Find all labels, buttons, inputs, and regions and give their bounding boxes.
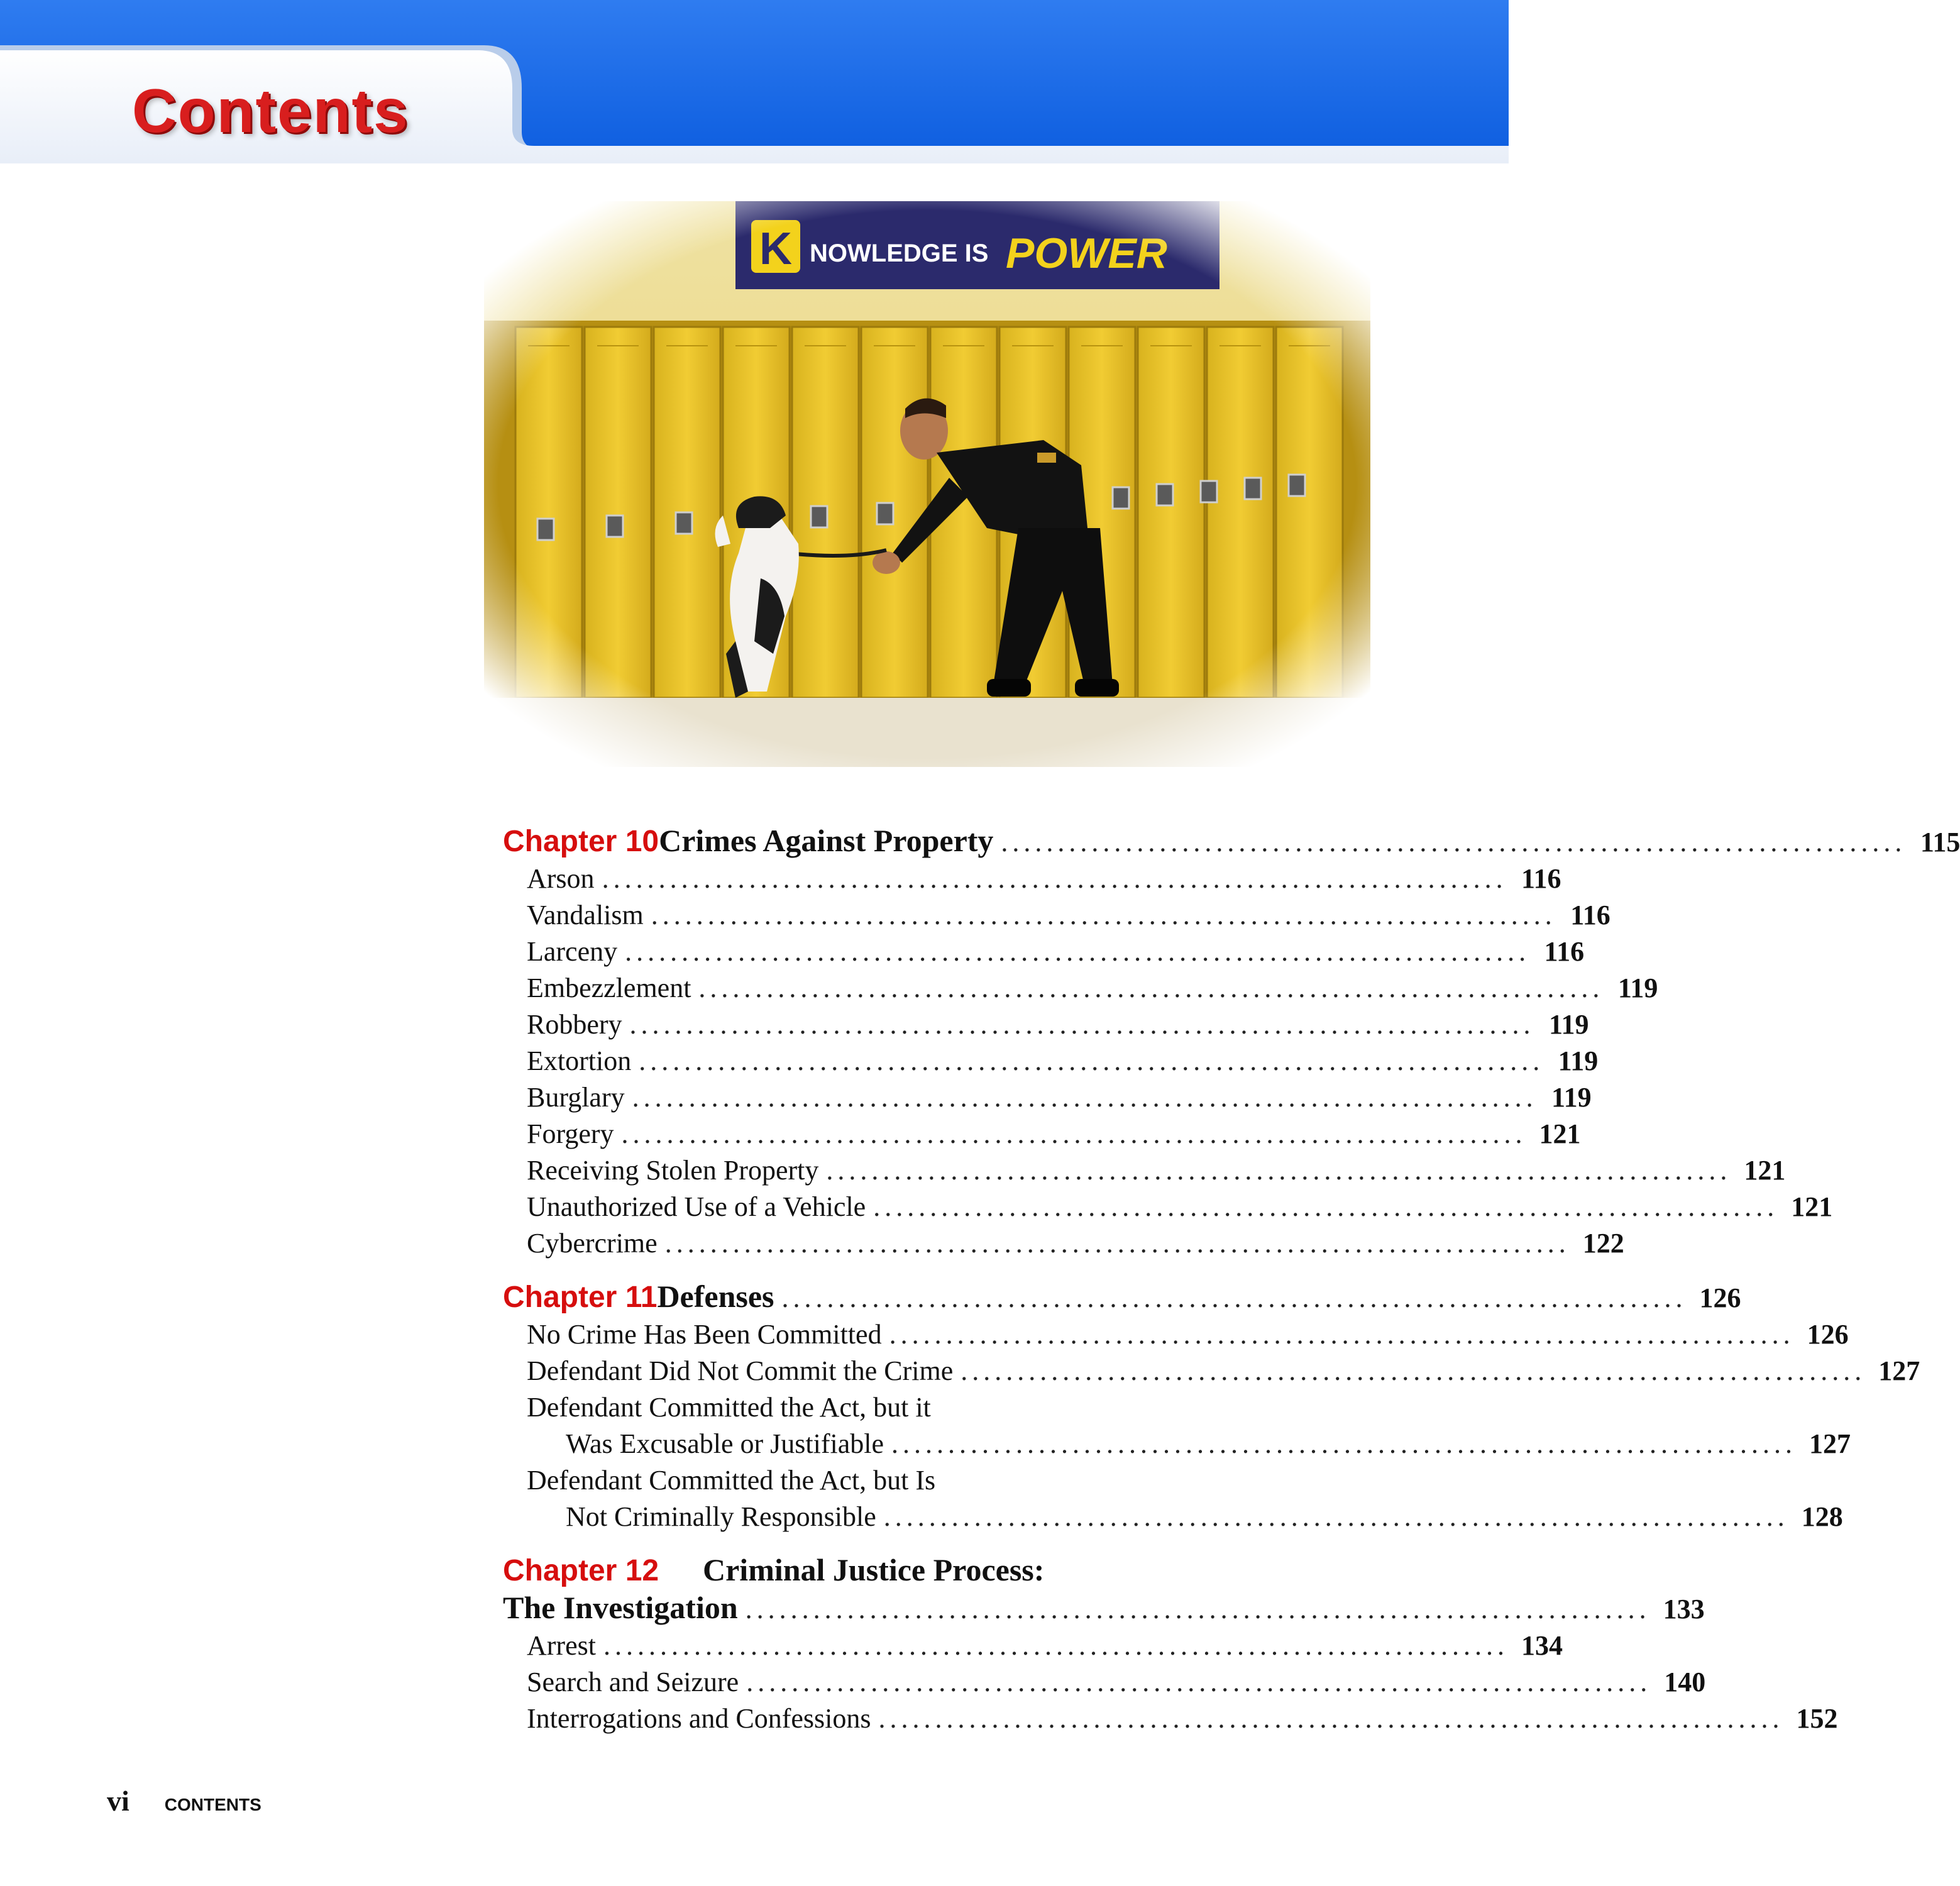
page-number: 127 bbox=[1809, 1428, 1851, 1459]
toc-entry[interactable] bbox=[503, 1043, 1599, 1079]
entry-title: Interrogations and Confessions bbox=[527, 1701, 878, 1737]
entry-title: Embezzlement bbox=[527, 970, 698, 1006]
chapter-label: Chapter 10 bbox=[503, 825, 659, 858]
page-number: 152 bbox=[1796, 1703, 1838, 1734]
page-number: 116 bbox=[1521, 863, 1561, 894]
entry-title: Vandalism bbox=[527, 897, 651, 934]
page-number: 134 bbox=[1521, 1630, 1563, 1661]
entry-title: Not Criminally Responsible bbox=[566, 1499, 884, 1535]
dot-leader: ................................................................................ bbox=[961, 1355, 1866, 1386]
dot-leader: ................................................................................ bbox=[745, 1594, 1651, 1624]
entry-title: Extortion bbox=[527, 1043, 639, 1079]
toc-entry[interactable] bbox=[503, 1006, 1589, 1043]
dot-leader: ................................................................................ bbox=[698, 973, 1604, 1003]
dot-leader: ................................................................................ bbox=[664, 1228, 1570, 1259]
toc-entry-line1[interactable] bbox=[503, 1462, 1336, 1499]
chapter-label: Chapter 12 bbox=[503, 1554, 659, 1587]
dot-leader: ................................................................................ bbox=[1001, 827, 1907, 858]
page-number: 126 bbox=[1807, 1319, 1849, 1350]
page-number: 121 bbox=[1744, 1155, 1786, 1186]
page-number: 119 bbox=[1558, 1045, 1599, 1076]
page-number: 127 bbox=[1878, 1355, 1920, 1386]
dot-leader: ................................................................................ bbox=[603, 1630, 1509, 1661]
entry-title: Defendant Committed the Act, but it bbox=[527, 1389, 939, 1426]
dot-leader: ................................................................................ bbox=[746, 1667, 1652, 1697]
chapter-title-line2: The Investigation bbox=[503, 1590, 738, 1625]
dot-leader: ................................................................................ bbox=[781, 1282, 1687, 1313]
page-number: 128 bbox=[1801, 1501, 1843, 1532]
dot-leader: ................................................................................ bbox=[632, 1082, 1538, 1113]
page-number: 121 bbox=[1791, 1191, 1833, 1222]
toc-entry[interactable] bbox=[503, 1701, 1838, 1737]
dot-leader: ................................................................................ bbox=[878, 1703, 1784, 1734]
section-gap bbox=[503, 1535, 1336, 1547]
table-of-contents bbox=[503, 817, 1960, 1737]
page-number: 116 bbox=[1570, 900, 1610, 930]
toc-entry[interactable] bbox=[503, 897, 1610, 934]
entry-title: Was Excusable or Justifiable bbox=[566, 1426, 891, 1462]
chapter-12-entry[interactable] bbox=[503, 1552, 1336, 1589]
entry-title: Receiving Stolen Property bbox=[527, 1152, 826, 1189]
chapter-12-entry-cont[interactable] bbox=[503, 1589, 1705, 1628]
toc-entry-line2[interactable] bbox=[503, 1499, 1843, 1535]
page-number: 119 bbox=[1617, 973, 1658, 1003]
section-gap bbox=[503, 1262, 1336, 1273]
dot-leader: ................................................................................ bbox=[625, 936, 1531, 967]
entry-title: Arrest bbox=[527, 1628, 603, 1664]
entry-title: Cybercrime bbox=[527, 1225, 665, 1262]
chapter-11-entry[interactable] bbox=[503, 1278, 1741, 1316]
page-number: 119 bbox=[1548, 1009, 1589, 1040]
dot-leader: ................................................................................ bbox=[621, 1118, 1527, 1149]
chapter-title-line1: Criminal Justice Process: bbox=[703, 1552, 1045, 1587]
dot-leader: ................................................................................ bbox=[629, 1009, 1535, 1040]
page-number: 140 bbox=[1664, 1667, 1706, 1697]
entry-title: No Crime Has Been Committed bbox=[527, 1316, 889, 1353]
toc-entry[interactable] bbox=[503, 970, 1658, 1006]
toc-entry-line1[interactable] bbox=[503, 1389, 1336, 1426]
dot-leader: ................................................................................ bbox=[826, 1155, 1732, 1186]
chapter-title: Defenses bbox=[657, 1279, 774, 1314]
locker-search-photo bbox=[484, 201, 1370, 767]
toc-entry[interactable] bbox=[503, 1664, 1706, 1701]
page-number: 116 bbox=[1544, 936, 1585, 967]
entry-title: Forgery bbox=[527, 1116, 622, 1152]
toc-entry[interactable] bbox=[503, 1152, 1786, 1189]
running-head: CONTENTS bbox=[164, 1795, 262, 1814]
dot-leader: ................................................................................ bbox=[891, 1428, 1797, 1459]
entry-title: Larceny bbox=[527, 934, 625, 970]
toc-entry[interactable] bbox=[503, 934, 1585, 970]
chapter-title: Crimes Against Property bbox=[659, 823, 994, 858]
entry-title: Burglary bbox=[527, 1079, 632, 1116]
page-number: 119 bbox=[1551, 1082, 1592, 1113]
toc-entry[interactable] bbox=[503, 1316, 1849, 1353]
dot-leader: ................................................................................ bbox=[889, 1319, 1795, 1350]
page-number: 122 bbox=[1582, 1228, 1624, 1259]
entry-title: Arson bbox=[527, 861, 602, 897]
entry-title: Defendant Did Not Commit the Crime bbox=[527, 1353, 961, 1389]
entry-title: Defendant Committed the Act, but Is bbox=[527, 1462, 943, 1499]
page-number: 115 bbox=[1920, 827, 1960, 858]
chapter-10-entry[interactable] bbox=[503, 822, 1960, 861]
toc-entry-line2[interactable] bbox=[503, 1426, 1851, 1462]
page-title: Contents bbox=[132, 76, 409, 145]
toc-entry[interactable] bbox=[503, 1628, 1563, 1664]
toc-entry[interactable] bbox=[503, 1079, 1592, 1116]
dot-leader: ................................................................................ bbox=[602, 863, 1507, 894]
dot-leader: ................................................................................ bbox=[651, 900, 1556, 930]
page-footer bbox=[107, 1784, 262, 1817]
toc-entry[interactable] bbox=[503, 1353, 1920, 1389]
dot-leader: ................................................................................ bbox=[639, 1045, 1544, 1076]
toc-entry[interactable] bbox=[503, 1189, 1833, 1225]
dot-leader: ................................................................................ bbox=[883, 1501, 1789, 1532]
dot-leader: ................................................................................ bbox=[873, 1191, 1779, 1222]
page-number: 121 bbox=[1539, 1118, 1581, 1149]
entry-title: Robbery bbox=[527, 1006, 630, 1043]
toc-entry[interactable] bbox=[503, 861, 1561, 897]
page-number: 126 bbox=[1699, 1282, 1741, 1313]
page-number: 133 bbox=[1663, 1594, 1705, 1624]
entry-title: Unauthorized Use of a Vehicle bbox=[527, 1189, 873, 1225]
entry-title: Search and Seizure bbox=[527, 1664, 746, 1701]
folio: vi bbox=[107, 1785, 129, 1817]
toc-entry[interactable] bbox=[503, 1225, 1624, 1262]
chapter-label: Chapter 11 bbox=[503, 1281, 658, 1314]
toc-entry[interactable] bbox=[503, 1116, 1581, 1152]
